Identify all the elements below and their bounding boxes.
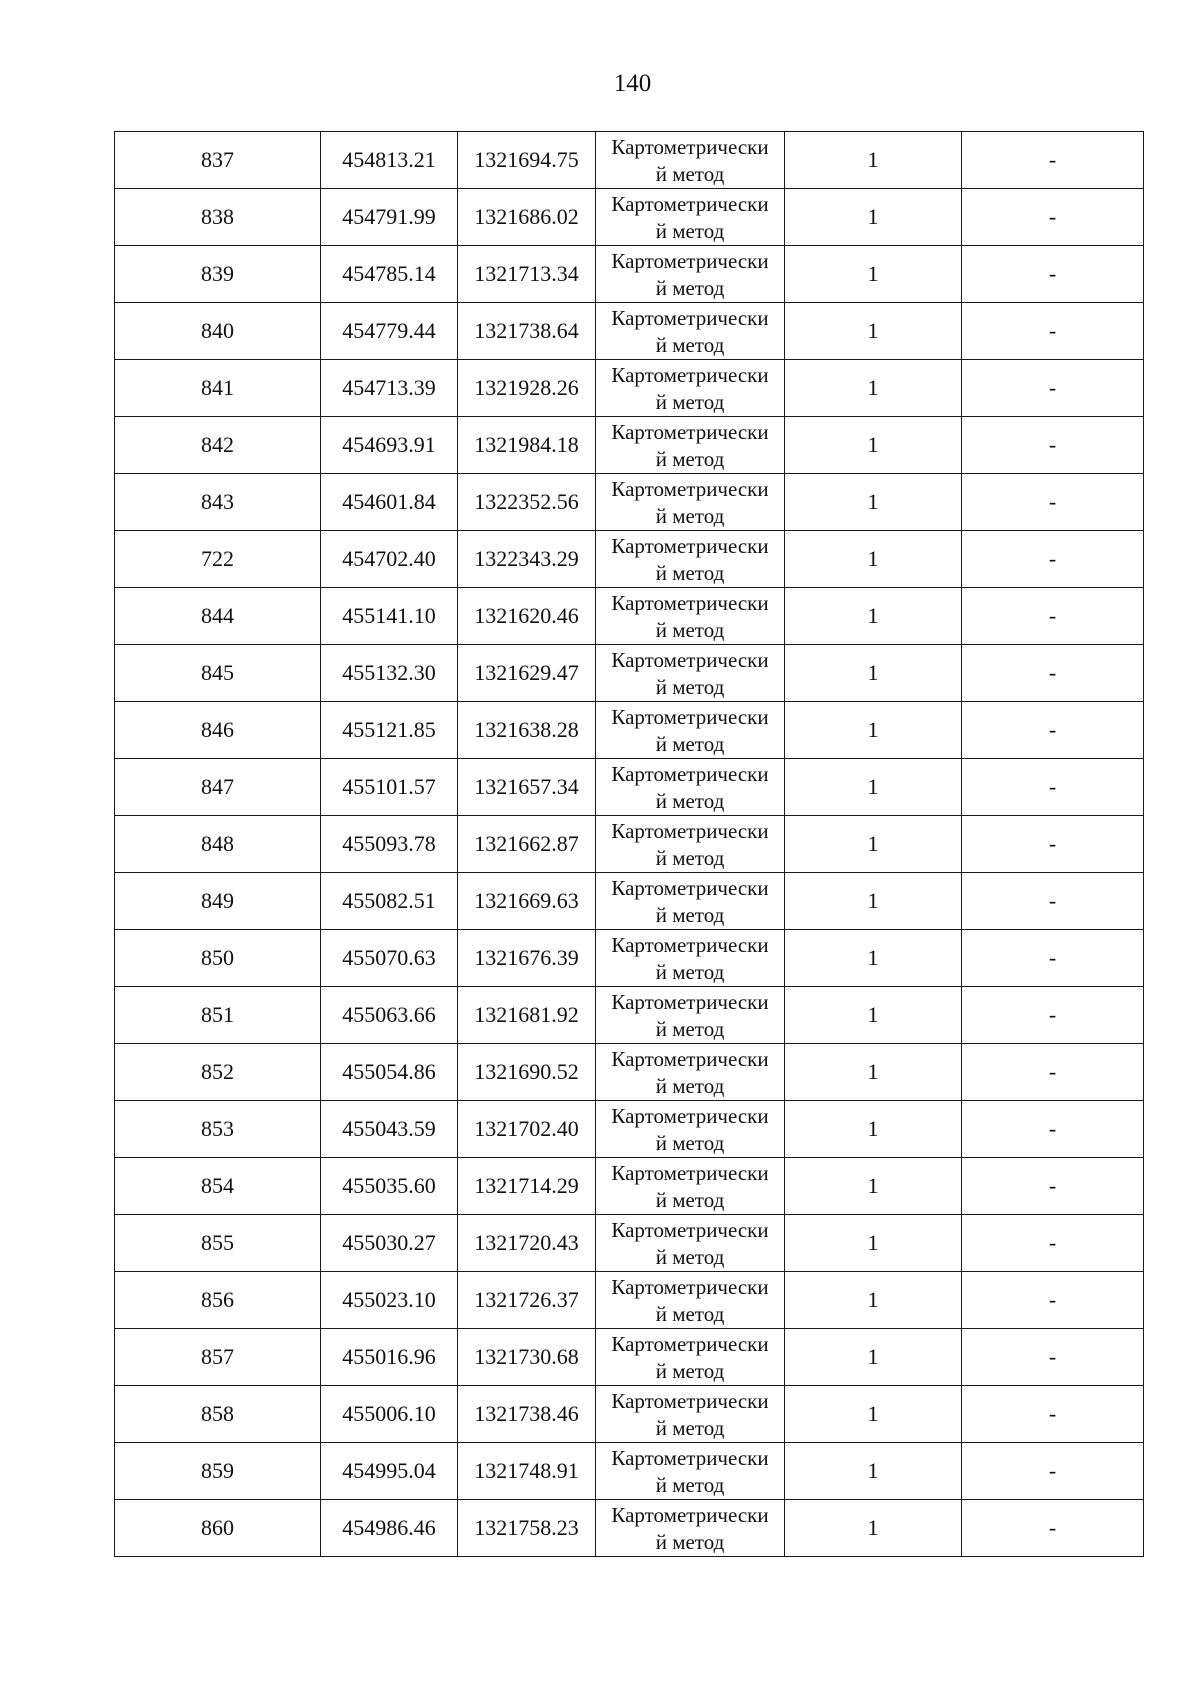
method-text-line: й метод	[655, 675, 725, 699]
point-number-cell: 849	[115, 873, 321, 930]
point-number-cell: 843	[115, 474, 321, 531]
method-text-line: й метод	[655, 1359, 725, 1383]
y-coordinate-cell: 1321681.92	[458, 987, 596, 1044]
accuracy-cell: 1	[785, 474, 962, 531]
accuracy-cell: 1	[785, 360, 962, 417]
point-number-cell: 841	[115, 360, 321, 417]
note-cell: -	[962, 930, 1144, 987]
point-number-cell: 857	[115, 1329, 321, 1386]
note-cell: -	[962, 588, 1144, 645]
x-coordinate-cell: 455006.10	[321, 1386, 458, 1443]
y-coordinate-cell: 1321669.63	[458, 873, 596, 930]
method-cell	[596, 588, 785, 645]
table-row	[115, 417, 1144, 474]
method-cell	[596, 873, 785, 930]
accuracy-cell: 1	[785, 702, 962, 759]
point-number-cell: 851	[115, 987, 321, 1044]
x-coordinate-cell: 455070.63	[321, 930, 458, 987]
x-coordinate-cell: 455141.10	[321, 588, 458, 645]
method-cell	[596, 987, 785, 1044]
point-number-cell: 854	[115, 1158, 321, 1215]
method-text-line: й метод	[655, 1131, 725, 1155]
method-text-line: Картометрически	[611, 648, 769, 672]
accuracy-cell: 1	[785, 132, 962, 189]
method-cell	[596, 474, 785, 531]
note-cell: -	[962, 303, 1144, 360]
note-cell: -	[962, 1272, 1144, 1329]
accuracy-cell: 1	[785, 303, 962, 360]
method-text-line: й метод	[655, 1473, 725, 1497]
method-text-line: Картометрически	[611, 1503, 769, 1527]
method-text-line: й метод	[655, 1302, 725, 1326]
accuracy-cell: 1	[785, 987, 962, 1044]
x-coordinate-cell: 455132.30	[321, 645, 458, 702]
point-number-cell: 856	[115, 1272, 321, 1329]
table-row	[115, 1044, 1144, 1101]
y-coordinate-cell: 1321657.34	[458, 759, 596, 816]
accuracy-cell: 1	[785, 1272, 962, 1329]
method-cell	[596, 1272, 785, 1329]
method-text-line: Картометрически	[611, 1047, 769, 1071]
y-coordinate-cell: 1321676.39	[458, 930, 596, 987]
method-text-line: й метод	[655, 846, 725, 870]
x-coordinate-cell: 455016.96	[321, 1329, 458, 1386]
method-cell	[596, 1443, 785, 1500]
table-row	[115, 873, 1144, 930]
x-coordinate-cell: 454601.84	[321, 474, 458, 531]
y-coordinate-cell: 1321694.75	[458, 132, 596, 189]
point-number-cell: 844	[115, 588, 321, 645]
point-number-cell: 853	[115, 1101, 321, 1158]
note-cell: -	[962, 873, 1144, 930]
method-text-line: Картометрически	[611, 534, 769, 558]
accuracy-cell: 1	[785, 1044, 962, 1101]
y-coordinate-cell: 1321702.40	[458, 1101, 596, 1158]
method-cell	[596, 417, 785, 474]
x-coordinate-cell: 454813.21	[321, 132, 458, 189]
method-cell	[596, 132, 785, 189]
note-cell: -	[962, 1158, 1144, 1215]
accuracy-cell: 1	[785, 1500, 962, 1557]
note-cell: -	[962, 645, 1144, 702]
table-row	[115, 1329, 1144, 1386]
method-cell	[596, 531, 785, 588]
method-cell	[596, 759, 785, 816]
method-text-line: Картометрически	[611, 363, 769, 387]
method-text-line: й метод	[655, 1017, 725, 1041]
method-text-line: Картометрически	[611, 306, 769, 330]
method-text-line: й метод	[655, 618, 725, 642]
method-text-line: й метод	[655, 1245, 725, 1269]
point-number-cell: 840	[115, 303, 321, 360]
y-coordinate-cell: 1322352.56	[458, 474, 596, 531]
y-coordinate-cell: 1321984.18	[458, 417, 596, 474]
note-cell: -	[962, 246, 1144, 303]
y-coordinate-cell: 1321758.23	[458, 1500, 596, 1557]
method-text-line: Картометрически	[611, 1104, 769, 1128]
x-coordinate-cell: 455043.59	[321, 1101, 458, 1158]
method-text-line: й метод	[655, 390, 725, 414]
point-number-cell: 837	[115, 132, 321, 189]
method-text-line: й метод	[655, 903, 725, 927]
method-text-line: й метод	[655, 1416, 725, 1440]
x-coordinate-cell: 454693.91	[321, 417, 458, 474]
point-number-cell: 846	[115, 702, 321, 759]
table-row	[115, 1500, 1144, 1557]
method-text-line: й метод	[655, 504, 725, 528]
note-cell: -	[962, 1386, 1144, 1443]
accuracy-cell: 1	[785, 759, 962, 816]
point-number-cell: 845	[115, 645, 321, 702]
coordinates-table-body	[115, 132, 1144, 1557]
table-row	[115, 588, 1144, 645]
table-row	[115, 987, 1144, 1044]
table-row	[115, 816, 1144, 873]
y-coordinate-cell: 1321748.91	[458, 1443, 596, 1500]
method-cell	[596, 189, 785, 246]
table-row	[115, 759, 1144, 816]
method-text-line: Картометрически	[611, 705, 769, 729]
note-cell: -	[962, 1443, 1144, 1500]
x-coordinate-cell: 455082.51	[321, 873, 458, 930]
method-text-line: й метод	[655, 960, 725, 984]
accuracy-cell: 1	[785, 246, 962, 303]
table-row	[115, 1215, 1144, 1272]
method-cell	[596, 1386, 785, 1443]
method-text-line: й метод	[655, 1074, 725, 1098]
method-cell	[596, 246, 785, 303]
accuracy-cell: 1	[785, 417, 962, 474]
method-text-line: й метод	[655, 447, 725, 471]
accuracy-cell: 1	[785, 189, 962, 246]
method-text-line: й метод	[655, 561, 725, 585]
method-cell	[596, 1158, 785, 1215]
y-coordinate-cell: 1321928.26	[458, 360, 596, 417]
table-row	[115, 1101, 1144, 1158]
method-cell	[596, 930, 785, 987]
point-number-cell: 855	[115, 1215, 321, 1272]
table-row	[115, 189, 1144, 246]
method-text-line: Картометрически	[611, 933, 769, 957]
accuracy-cell: 1	[785, 1443, 962, 1500]
x-coordinate-cell: 454779.44	[321, 303, 458, 360]
method-text-line: Картометрически	[611, 1446, 769, 1470]
point-number-cell: 852	[115, 1044, 321, 1101]
point-number-cell: 847	[115, 759, 321, 816]
table-row	[115, 360, 1144, 417]
y-coordinate-cell: 1322343.29	[458, 531, 596, 588]
note-cell: -	[962, 474, 1144, 531]
x-coordinate-cell: 455035.60	[321, 1158, 458, 1215]
method-text-line: Картометрически	[611, 1218, 769, 1242]
method-cell	[596, 360, 785, 417]
accuracy-cell: 1	[785, 816, 962, 873]
x-coordinate-cell: 455063.66	[321, 987, 458, 1044]
point-number-cell: 839	[115, 246, 321, 303]
point-number-cell: 842	[115, 417, 321, 474]
coordinates-table	[114, 131, 1144, 1557]
table-row	[115, 1158, 1144, 1215]
table-row	[115, 930, 1144, 987]
y-coordinate-cell: 1321690.52	[458, 1044, 596, 1101]
accuracy-cell: 1	[785, 1329, 962, 1386]
x-coordinate-cell: 455054.86	[321, 1044, 458, 1101]
point-number-cell: 850	[115, 930, 321, 987]
accuracy-cell: 1	[785, 930, 962, 987]
x-coordinate-cell: 454785.14	[321, 246, 458, 303]
note-cell: -	[962, 759, 1144, 816]
note-cell: -	[962, 702, 1144, 759]
method-text-line: й метод	[655, 732, 725, 756]
accuracy-cell: 1	[785, 1215, 962, 1272]
method-text-line: Картометрически	[611, 990, 769, 1014]
method-text-line: й метод	[655, 162, 725, 186]
note-cell: -	[962, 1500, 1144, 1557]
method-text-line: Картометрически	[611, 762, 769, 786]
method-text-line: й метод	[655, 276, 725, 300]
note-cell: -	[962, 417, 1144, 474]
method-text-line: Картометрически	[611, 135, 769, 159]
y-coordinate-cell: 1321726.37	[458, 1272, 596, 1329]
method-cell	[596, 1500, 785, 1557]
table-row	[115, 531, 1144, 588]
method-text-line: Картометрически	[611, 819, 769, 843]
table-row	[115, 1386, 1144, 1443]
method-cell	[596, 1101, 785, 1158]
method-text-line: й метод	[655, 1530, 725, 1554]
method-text-line: Картометрически	[611, 249, 769, 273]
accuracy-cell: 1	[785, 531, 962, 588]
accuracy-cell: 1	[785, 588, 962, 645]
point-number-cell: 838	[115, 189, 321, 246]
method-text-line: й метод	[655, 333, 725, 357]
x-coordinate-cell: 454986.46	[321, 1500, 458, 1557]
method-text-line: й метод	[655, 219, 725, 243]
table-row	[115, 474, 1144, 531]
point-number-cell: 858	[115, 1386, 321, 1443]
y-coordinate-cell: 1321686.02	[458, 189, 596, 246]
method-cell	[596, 816, 785, 873]
y-coordinate-cell: 1321738.64	[458, 303, 596, 360]
method-text-line: Картометрически	[611, 1275, 769, 1299]
method-text-line: Картометрически	[611, 477, 769, 501]
table-row	[115, 1272, 1144, 1329]
x-coordinate-cell: 455030.27	[321, 1215, 458, 1272]
page-number: 140	[613, 70, 652, 97]
y-coordinate-cell: 1321730.68	[458, 1329, 596, 1386]
method-text-line: й метод	[655, 1188, 725, 1212]
y-coordinate-cell: 1321620.46	[458, 588, 596, 645]
accuracy-cell: 1	[785, 1158, 962, 1215]
method-text-line: Картометрически	[611, 1389, 769, 1413]
x-coordinate-cell: 454713.39	[321, 360, 458, 417]
x-coordinate-cell: 455023.10	[321, 1272, 458, 1329]
method-cell	[596, 1215, 785, 1272]
accuracy-cell: 1	[785, 1386, 962, 1443]
note-cell: -	[962, 1044, 1144, 1101]
note-cell: -	[962, 1215, 1144, 1272]
method-cell	[596, 303, 785, 360]
note-cell: -	[962, 531, 1144, 588]
method-text-line: Картометрически	[611, 876, 769, 900]
table-row	[115, 246, 1144, 303]
accuracy-cell: 1	[785, 645, 962, 702]
method-cell	[596, 1044, 785, 1101]
accuracy-cell: 1	[785, 1101, 962, 1158]
y-coordinate-cell: 1321662.87	[458, 816, 596, 873]
table-row	[115, 303, 1144, 360]
y-coordinate-cell: 1321713.34	[458, 246, 596, 303]
method-cell	[596, 1329, 785, 1386]
note-cell: -	[962, 987, 1144, 1044]
x-coordinate-cell: 454995.04	[321, 1443, 458, 1500]
method-text-line: Картометрически	[611, 1332, 769, 1356]
x-coordinate-cell: 455101.57	[321, 759, 458, 816]
method-text-line: й метод	[655, 789, 725, 813]
note-cell: -	[962, 1101, 1144, 1158]
method-cell	[596, 702, 785, 759]
note-cell: -	[962, 132, 1144, 189]
y-coordinate-cell: 1321638.28	[458, 702, 596, 759]
method-cell	[596, 645, 785, 702]
table-row	[115, 645, 1144, 702]
table-row	[115, 1443, 1144, 1500]
x-coordinate-cell: 455093.78	[321, 816, 458, 873]
note-cell: -	[962, 816, 1144, 873]
point-number-cell: 722	[115, 531, 321, 588]
x-coordinate-cell: 454791.99	[321, 189, 458, 246]
point-number-cell: 859	[115, 1443, 321, 1500]
note-cell: -	[962, 189, 1144, 246]
y-coordinate-cell: 1321714.29	[458, 1158, 596, 1215]
method-text-line: Картометрически	[611, 1161, 769, 1185]
note-cell: -	[962, 360, 1144, 417]
y-coordinate-cell: 1321738.46	[458, 1386, 596, 1443]
x-coordinate-cell: 454702.40	[321, 531, 458, 588]
table-row	[115, 132, 1144, 189]
method-text-line: Картометрически	[611, 420, 769, 444]
method-text-line: Картометрически	[611, 591, 769, 615]
point-number-cell: 848	[115, 816, 321, 873]
table-row	[115, 702, 1144, 759]
note-cell: -	[962, 1329, 1144, 1386]
y-coordinate-cell: 1321720.43	[458, 1215, 596, 1272]
y-coordinate-cell: 1321629.47	[458, 645, 596, 702]
point-number-cell: 860	[115, 1500, 321, 1557]
x-coordinate-cell: 455121.85	[321, 702, 458, 759]
accuracy-cell: 1	[785, 873, 962, 930]
method-text-line: Картометрически	[611, 192, 769, 216]
